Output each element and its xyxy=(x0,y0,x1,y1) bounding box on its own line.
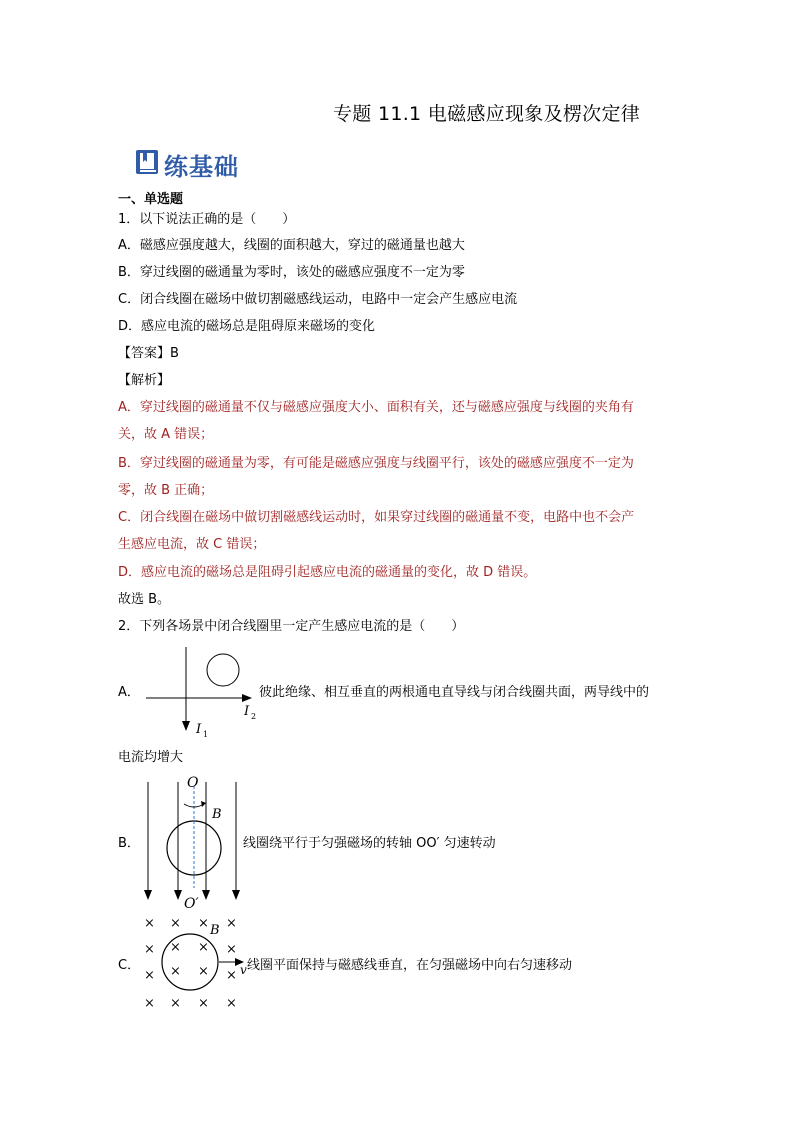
field-cross: × xyxy=(170,940,181,955)
field-cross: × xyxy=(170,916,181,931)
page-title: 专题 11.1 电磁感应现象及楞次定律 xyxy=(333,103,641,125)
field-cross: × xyxy=(170,996,181,1011)
analysis-line: 生感应电流，故 C 错误； xyxy=(118,537,266,552)
q1-answer: 【答案】B xyxy=(118,346,179,361)
field-cross: × xyxy=(198,964,209,979)
field-cross: × xyxy=(226,942,237,957)
figure-a-crossed-wires xyxy=(140,645,260,741)
analysis-line: A．穿过线圈的磁通量不仅与磁感应强度大小、面积有关，还与磁感应强度与线圈的夹角有 xyxy=(118,400,634,415)
q2-option-a-label: A． xyxy=(118,685,140,700)
q2-option-c-label: C． xyxy=(118,958,141,973)
q1-option-a: A．磁感应强度越大，线圈的面积越大，穿过的磁通量也越大 xyxy=(118,238,465,253)
q2-option-c-text: 线圈平面保持与磁感线垂直，在匀强磁场中向右匀速移动 xyxy=(247,958,573,973)
q2-option-a-text: 彼此绝缘、相互垂直的两根通电直导线与闭合线圈共面，两导线中的 xyxy=(259,685,650,700)
label-o: O xyxy=(187,775,199,791)
analysis-line: D．感应电流的磁场总是阻碍引起感应电流的磁通量的变化，故 D 错误。 xyxy=(118,565,537,580)
label-i1: I xyxy=(196,722,202,737)
section-label: 练基础 xyxy=(164,153,239,181)
q2-option-b-text: 线圈绕平行于匀强磁场的转轴 OO′ 匀速转动 xyxy=(243,836,496,851)
analysis-line: C．闭合线圈在磁场中做切割磁感线运动时，如果穿过线圈的磁通量不变，电路中也不会产 xyxy=(118,510,635,525)
field-cross: × xyxy=(144,916,155,931)
q1-option-d: D．感应电流的磁场总是阻碍原来磁场的变化 xyxy=(118,319,376,334)
label-i2-sub: 2 xyxy=(251,712,257,721)
q2-stem: 2．下列各场景中闭合线圈里一定产生感应电流的是（ ） xyxy=(118,619,465,634)
q2-option-a-cont: 电流均增大 xyxy=(118,750,184,765)
analysis-line: 零，故 B 正确； xyxy=(118,483,214,498)
figure-b-rotating-coil xyxy=(140,772,250,910)
field-cross: × xyxy=(226,996,237,1011)
label-o-prime: O′ xyxy=(184,896,199,910)
figure-c-moving-coil xyxy=(140,912,250,1012)
field-cross: × xyxy=(198,916,209,931)
analysis-line: B．穿过线圈的磁通量为零，有可能是磁感应强度与线圈平行，该处的磁感应强度不一定为 xyxy=(118,456,634,471)
field-cross: × xyxy=(226,916,237,931)
field-cross: × xyxy=(144,996,155,1011)
label-v: v xyxy=(240,963,247,977)
q2-option-b-label: B． xyxy=(118,836,140,851)
label-b: B xyxy=(212,807,222,822)
q1-option-c: C．闭合线圈在磁场中做切割磁感线运动，电路中一定会产生感应电流 xyxy=(118,292,518,307)
q1-conclusion: 故选 B。 xyxy=(118,592,171,607)
label-i2: I xyxy=(244,704,250,719)
field-cross: × xyxy=(144,968,155,983)
label-i1-sub: 1 xyxy=(203,730,209,739)
field-cross: × xyxy=(170,964,181,979)
q1-stem: 1．以下说法正确的是（ ） xyxy=(118,212,296,227)
analysis-line: 关，故 A 错误； xyxy=(118,427,214,442)
q1-option-b: B．穿过线圈的磁通量为零时，该处的磁感应强度不一定为零 xyxy=(118,265,465,280)
field-cross: × xyxy=(226,968,237,983)
book-icon xyxy=(134,149,160,175)
field-cross: × xyxy=(198,940,209,955)
label-b: B xyxy=(210,923,220,938)
field-cross: × xyxy=(198,996,209,1011)
q1-analysis-label: 【解析】 xyxy=(118,373,171,388)
field-cross: × xyxy=(144,942,155,957)
part-heading: 一、单选题 xyxy=(118,192,184,207)
